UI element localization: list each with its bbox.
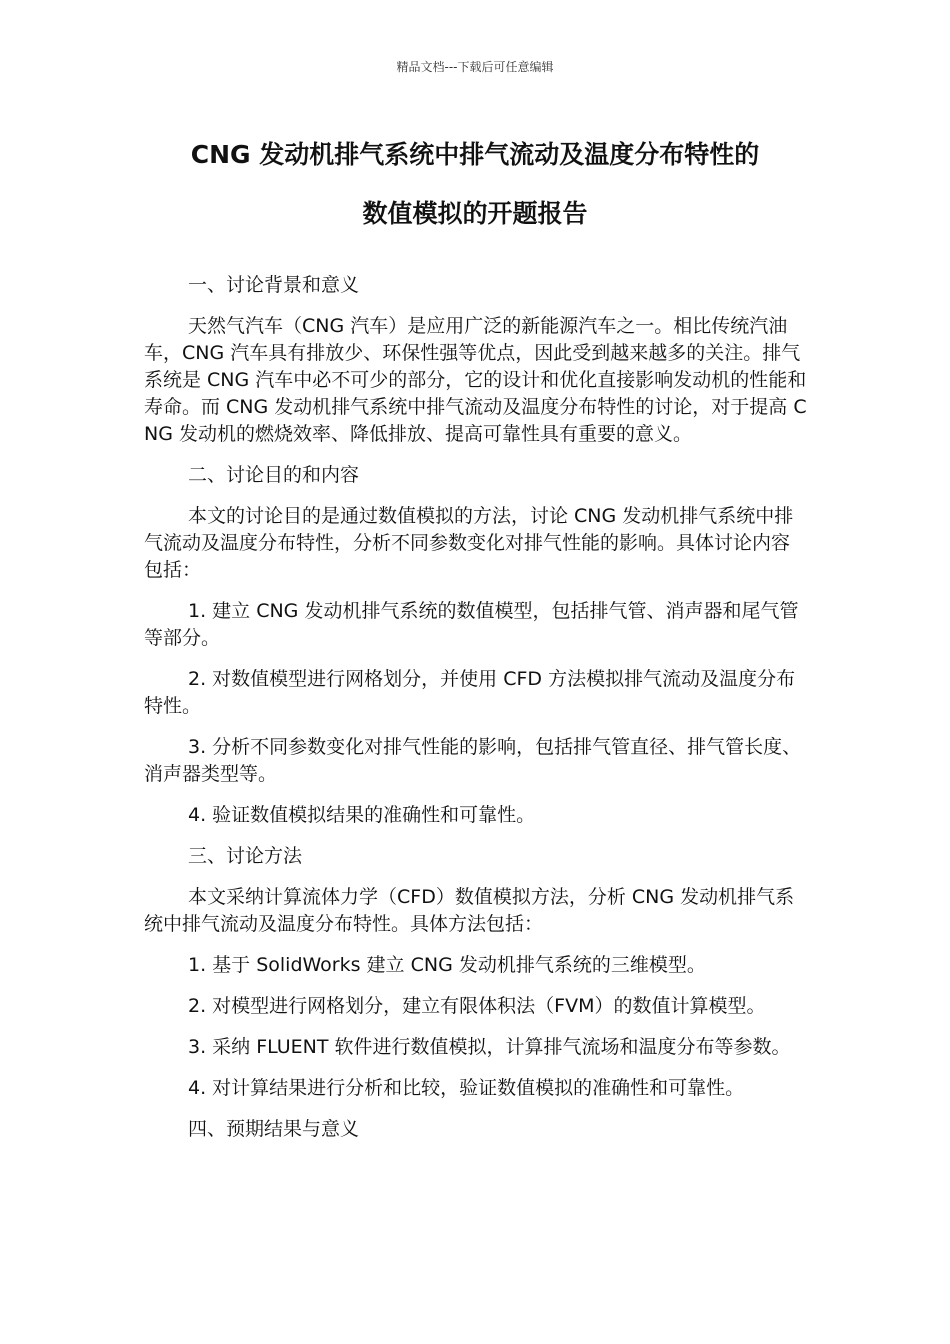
header-note: 精品文档---下载后可任意编辑: [396, 60, 554, 74]
list-item-objective-3: 3. 分析不同参数变化对排气性能的影响，包括排气管直径、排气管长度、消声器类型等。: [144, 736, 802, 785]
list-item-objective-4: 4. 验证数值模拟结果的准确性和可靠性。: [188, 804, 536, 826]
document-title-line-2: 数值模拟的开题报告: [362, 199, 588, 228]
list-item-method-4: 4. 对计算结果进行分析和比较，验证数值模拟的准确性和可靠性。: [188, 1077, 745, 1099]
paragraph-background: 天然气汽车（CNG 汽车）是应用广泛的新能源汽车之一。相比传统汽油车，CNG 汽车具有排放少、环保性强等优点，因此受到越来越多的关注。排气系统是 CNG 汽车中必不可少的部分，它的设计和优化直接影响发动机的性能和寿命。而 CNG 发动机排气系统中排气流动及温度分布特性的讨论，对于提高 CNG 发动机的燃烧效率、降低排放、提高可靠性具有重要的意义。: [144, 315, 807, 445]
document-title-line-1: CNG 发动机排气系统中排气流动及温度分布特性的: [190, 140, 760, 169]
section-heading-expected-results: 四、预期结果与意义: [188, 1118, 360, 1140]
list-item-objective-1: 1. 建立 CNG 发动机排气系统的数值模型，包括排气管、消声器和尾气管等部分。: [144, 600, 799, 649]
document-body: [144, 272, 808, 1157]
section-heading-background: 一、讨论背景和意义: [188, 274, 360, 296]
list-item-method-1: 1. 基于 SolidWorks 建立 CNG 发动机排气系统的三维模型。: [188, 954, 706, 976]
list-item-objective-2: 2. 对数值模型进行网格划分，并使用 CFD 方法模拟排气流动及温度分布特性。: [144, 668, 796, 717]
paragraph-method: 本文采纳计算流体力学（CFD）数值模拟方法，分析 CNG 发动机排气系统中排气流动及温度分布特性。具体方法包括：: [144, 886, 795, 935]
section-heading-objectives: 二、讨论目的和内容: [188, 464, 360, 486]
paragraph-objectives: 本文的讨论目的是通过数值模拟的方法，讨论 CNG 发动机排气系统中排气流动及温度分布特性，分析不同参数变化对排气性能的影响。具体讨论内容包括：: [144, 505, 794, 581]
list-item-method-3: 3. 采纳 FLUENT 软件进行数值模拟，计算排气流场和温度分布等参数。: [188, 1036, 791, 1058]
list-item-method-2: 2. 对模型进行网格划分，建立有限体积法（FVM）的数值计算模型。: [188, 995, 766, 1017]
section-heading-method: 三、讨论方法: [188, 845, 303, 867]
